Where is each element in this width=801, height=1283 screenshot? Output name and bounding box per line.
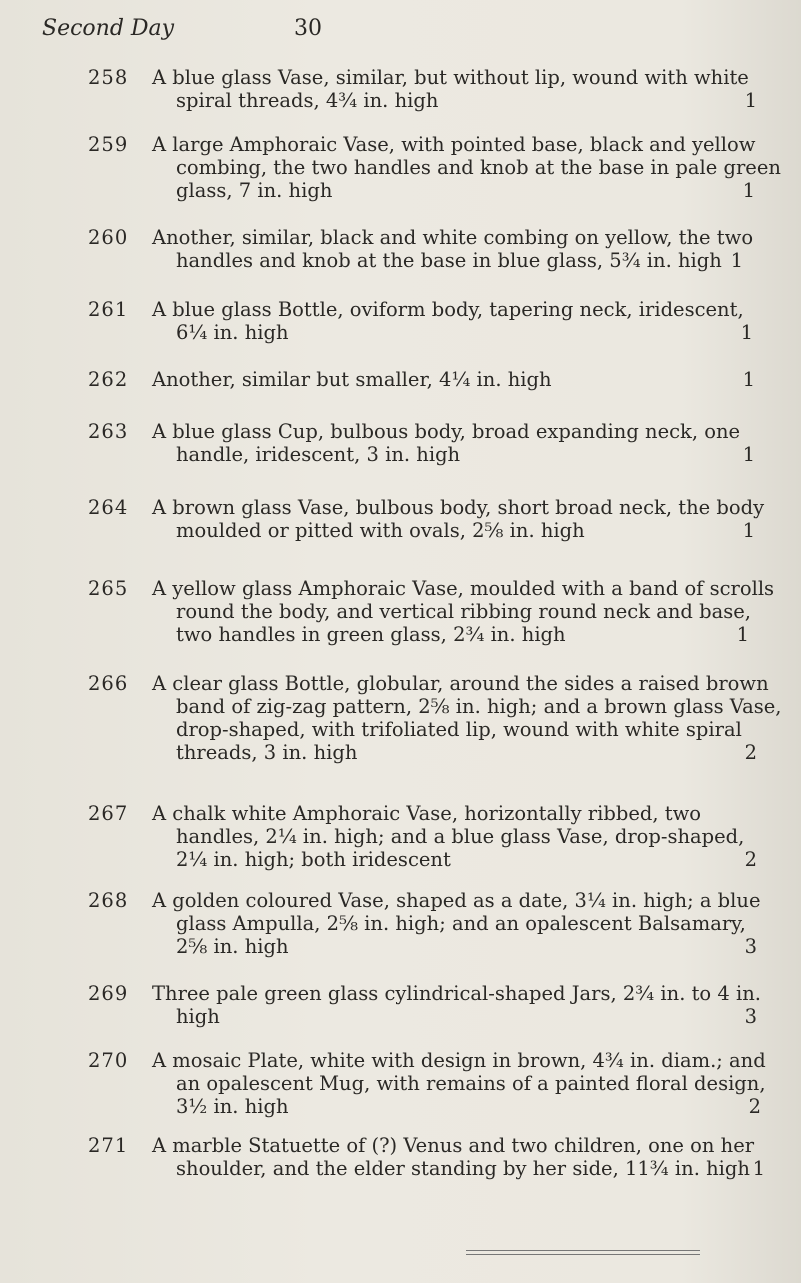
lot-description: [152, 66, 764, 112]
description-line: A large Amphoraic Vase, with pointed base, black and yellow: [152, 133, 756, 156]
description-line: A blue glass Bottle, oviform body, tapering neck, iridescent,: [152, 298, 744, 321]
description-line: handles, 2¼ in. high; and a blue glass Vase, drop-shaped,: [176, 825, 745, 848]
lot-number: 259: [88, 133, 129, 156]
lot-description: [152, 133, 781, 202]
description-line: A blue glass Vase, similar, but without lip, wound with white: [152, 66, 749, 89]
description-line: 6¼ in. high: [176, 321, 289, 344]
lot-quantity: 2: [744, 848, 757, 871]
lot-description: [152, 368, 764, 391]
lot-number: 270: [88, 1049, 129, 1072]
lot-description: [152, 420, 764, 466]
lot-quantity: 1: [744, 89, 757, 112]
lot-number: 265: [88, 577, 129, 600]
description-line: Another, similar but smaller, 4¼ in. high: [152, 368, 552, 391]
lot-quantity: 1: [730, 249, 743, 272]
lot-number: 266: [88, 672, 129, 695]
page-number: 30: [294, 16, 322, 41]
lot-number: 267: [88, 802, 129, 825]
description-line: threads, 3 in. high: [176, 741, 358, 764]
description-line: Another, similar, black and white combing on yellow, the two: [152, 226, 754, 249]
lot-number: 260: [88, 226, 129, 249]
description-line: handles and knob at the base in blue glass, 5¾ in. high: [176, 249, 722, 272]
lot-description: [152, 889, 764, 958]
lot-quantity: 1: [752, 1157, 765, 1180]
lot-number: 269: [88, 982, 129, 1005]
description-line: A marble Statuette of (?) Venus and two children, one on her: [152, 1134, 755, 1157]
description-line: A mosaic Plate, white with design in brown, 4¾ in. diam.; and: [152, 1049, 766, 1072]
section-title: Second Day: [42, 16, 175, 41]
lot-quantity: 1: [742, 368, 755, 391]
lot-quantity: 1: [742, 179, 755, 202]
description-line: high: [176, 1005, 220, 1028]
lot-quantity: 2: [744, 741, 757, 764]
description-line: band of zig-zag pattern, 2⅝ in. high; and a brown glass Vase,: [176, 695, 782, 718]
lot-number: 264: [88, 496, 129, 519]
description-line: A brown glass Vase, bulbous body, short broad neck, the body: [152, 496, 765, 519]
lot-number: 258: [88, 66, 129, 89]
lot-number: 268: [88, 889, 129, 912]
description-line: A clear glass Bottle, globular, around the sides a raised brown: [152, 672, 769, 695]
description-line: A golden coloured Vase, shaped as a date, 3¼ in. high; a blue: [152, 889, 761, 912]
description-line: spiral threads, 4¾ in. high: [176, 89, 439, 112]
description-line: 2⅝ in. high: [176, 935, 289, 958]
lot-quantity: 2: [748, 1095, 761, 1118]
description-line: handle, iridescent, 3 in. high: [176, 443, 461, 466]
description-line: 2¼ in. high; both iridescent: [176, 848, 451, 871]
lot-quantity: 3: [744, 1005, 757, 1028]
description-line: glass Ampulla, 2⅝ in. high; and an opalescent Balsamary,: [176, 912, 746, 935]
lot-description: [152, 496, 764, 542]
lot-description: [152, 298, 764, 344]
description-line: round the body, and vertical ribbing round neck and base,: [176, 600, 751, 623]
description-line: Three pale green glass cylindrical-shaped Jars, 2¾ in. to 4 in.: [152, 982, 761, 1005]
description-line: A blue glass Cup, bulbous body, broad expanding neck, one: [152, 420, 741, 443]
lot-number: 263: [88, 420, 129, 443]
description-line: shoulder, and the elder standing by her side, 11¾ in. high: [176, 1157, 750, 1180]
description-line: drop-shaped, with trifoliated lip, wound with white spiral: [176, 718, 742, 741]
description-line: glass, 7 in. high: [176, 179, 333, 202]
lot-number: 271: [88, 1134, 129, 1157]
lot-description: [152, 672, 782, 764]
lot-description: [152, 577, 775, 646]
description-line: an opalescent Mug, with remains of a painted floral design,: [176, 1072, 766, 1095]
description-line: combing, the two handles and knob at the base in pale green: [176, 156, 781, 179]
lot-quantity: 3: [744, 935, 757, 958]
description-line: moulded or pitted with ovals, 2⅝ in. high: [176, 519, 585, 542]
end-rule: [466, 1250, 700, 1255]
lot-description: [152, 982, 764, 1028]
description-line: A chalk white Amphoraic Vase, horizontally ribbed, two: [152, 802, 702, 825]
lot-description: [152, 1049, 764, 1118]
description-line: 3½ in. high: [176, 1095, 289, 1118]
lot-quantity: 1: [740, 321, 753, 344]
lot-quantity: 1: [736, 623, 749, 646]
lot-description: [152, 1134, 764, 1180]
lot-quantity: 1: [742, 443, 755, 466]
description-line: A yellow glass Amphoraic Vase, moulded with a band of scrolls: [152, 577, 775, 600]
lot-quantity: 1: [742, 519, 755, 542]
lot-number: 261: [88, 298, 129, 321]
description-line: two handles in green glass, 2¾ in. high: [176, 623, 566, 646]
page-header: [42, 16, 742, 46]
lot-description: [152, 226, 764, 272]
lot-number: 262: [88, 368, 129, 391]
lot-description: [152, 802, 764, 871]
